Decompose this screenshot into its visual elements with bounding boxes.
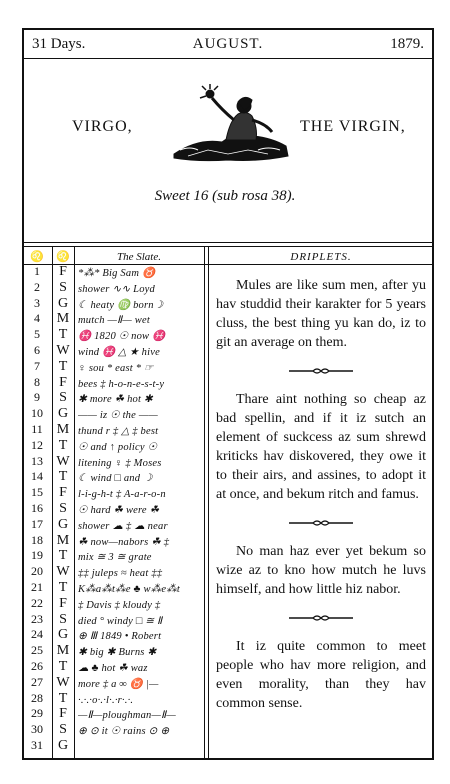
slate-line: wind ♓ △ ★ hive	[78, 346, 160, 358]
weekday-letter: W	[56, 342, 70, 358]
weekday-letter: G	[57, 406, 69, 422]
weekday-letter: T	[58, 469, 68, 485]
slate-line: more ‡ a ∞ ♉ |—	[78, 678, 159, 690]
section-rule-top-2	[22, 246, 434, 247]
weekday-letter: G	[57, 737, 69, 753]
day-column	[22, 264, 52, 754]
day-number: 26	[31, 658, 43, 673]
day-number: 16	[31, 500, 43, 515]
day-number: 21	[31, 579, 43, 594]
slate-line: mutch —Ⅱ— wet	[78, 315, 150, 327]
day-number: 25	[31, 643, 43, 658]
day-number: 27	[31, 674, 43, 689]
day-number: 5	[34, 327, 40, 342]
day-number: 11	[31, 421, 43, 436]
weekday-letter: T	[58, 437, 68, 453]
driplets-text	[216, 276, 426, 713]
col-head-slate: The Slate.	[117, 251, 161, 263]
weekday-letter: F	[59, 264, 67, 279]
weekday-letter: F	[59, 485, 67, 501]
weekday-letter: M	[56, 643, 70, 659]
slate-line: bees ‡ h-o-n-e-s-t-y	[78, 378, 165, 390]
day-number: 9	[34, 390, 40, 405]
weekday-letter: M	[56, 421, 70, 437]
day-number: 22	[31, 595, 43, 610]
weekday-letter: T	[58, 358, 68, 374]
slate-line: shower ☁ ‡ ☁ near	[78, 520, 168, 532]
ornament-divider	[216, 352, 426, 390]
ornament-divider	[216, 504, 426, 542]
slate-line: died ° windy □ ≅ Ⅱ	[78, 615, 163, 627]
weekday-letter: T	[58, 658, 68, 674]
weekday-letter: G	[57, 516, 69, 532]
slate-line: ☘ now—nabors ☘ ‡	[78, 536, 170, 548]
day-number: 13	[31, 453, 43, 468]
sign-name: VIRGO,	[72, 118, 133, 135]
slate-line: shower ∿∿ Loyd	[78, 283, 155, 295]
weekday-letter: T	[58, 327, 68, 343]
section-rule-top	[22, 242, 434, 243]
slate-line: ♓ 1820 ☉ now ♓	[78, 331, 166, 343]
slate-column	[78, 266, 200, 756]
slate-line: ⊕ Ⅲ 1849 • Robert	[78, 631, 162, 643]
weekday-letter: W	[56, 453, 70, 469]
col-head-day: ♌	[30, 251, 44, 263]
weekday-letter: G	[57, 627, 69, 643]
slate-line: ·.·.·o·.·l·.·r·.·.	[78, 694, 134, 706]
day-number: 1	[34, 264, 40, 278]
slate-line: *⁂* Big Sam ♉	[78, 268, 156, 279]
slate-line: ⊕ ⊙ it ☉ rains ⊙ ⊕	[78, 726, 170, 738]
weekday-letter: T	[58, 548, 68, 564]
day-number: 14	[31, 469, 43, 484]
slate-line: ✱ big ✱ Burns ✱	[78, 647, 157, 659]
page-header	[30, 36, 426, 54]
col-head-driplets: DRIPLETS.	[290, 251, 352, 263]
day-number: 19	[31, 548, 43, 563]
slate-line: ☾ heaty ♍ born☽	[78, 299, 164, 311]
day-number: 8	[34, 374, 40, 389]
divider-slate-a	[204, 246, 205, 760]
slate-line: —— iz ☉ the ——	[78, 410, 158, 422]
slate-line: litening ♀ ‡ Moses	[78, 457, 162, 469]
weekday-letter: M	[56, 311, 70, 327]
weekday-letter: W	[56, 564, 70, 580]
slate-line: —Ⅱ—ploughman—Ⅱ—	[78, 710, 176, 722]
slate-line: ‡‡ juleps ≈ heat ‡‡	[78, 568, 163, 580]
slate-line: ☉ hard ☘ were ☘	[78, 504, 160, 516]
day-number: 28	[31, 690, 43, 705]
day-number: 15	[31, 485, 43, 500]
weekday-letter: M	[56, 532, 70, 548]
slate-line: mix ≅ 3 ≅ grate	[78, 552, 152, 564]
day-number: 29	[31, 706, 43, 721]
weekday-letter: T	[58, 690, 68, 706]
driplet-paragraph: No man haz ever yet bekum so wize az to kno how mutch he luvs himself, and how little hiz nabor.	[216, 544, 426, 597]
day-number: 12	[31, 437, 43, 452]
slate-line: ♀ sou * east * ☞	[78, 362, 154, 374]
day-number: 23	[31, 611, 43, 626]
day-number: 17	[31, 516, 43, 531]
slate-line: ☁ ♣ hot ☘ waz	[78, 662, 148, 674]
day-number: 7	[34, 358, 40, 373]
slate-line: thund r ‡ △ ‡ best	[78, 425, 159, 437]
weekday-letter: S	[59, 500, 67, 516]
weekday-letter: W	[56, 674, 70, 690]
day-number: 10	[31, 406, 43, 421]
divider-week	[74, 246, 75, 760]
day-number: 18	[31, 532, 43, 547]
weekday-letter: F	[59, 706, 67, 722]
weekday-letter: F	[59, 374, 67, 390]
weekday-letter: S	[59, 279, 67, 295]
day-number: 2	[34, 279, 40, 294]
slate-line: K⁂a⁂t⁂e ♣ w⁂e⁂t	[78, 583, 181, 595]
divider-slate-b	[208, 246, 209, 760]
day-number: 31	[31, 737, 43, 752]
col-head-rule	[22, 264, 434, 265]
day-number: 20	[31, 564, 43, 579]
sign-title: THE VIRGIN,	[300, 118, 406, 135]
slate-line: ☾ wind □ and ☽	[78, 473, 153, 485]
weekday-letter: S	[59, 611, 67, 627]
weekday-letter: G	[57, 295, 69, 311]
weekday-letter: F	[59, 595, 67, 611]
weekday-letter: T	[58, 579, 68, 595]
virgin-illustration	[168, 80, 292, 164]
col-head-week: ♌	[56, 251, 70, 263]
days-count: 31 Days.	[32, 36, 86, 52]
day-number: 3	[34, 295, 40, 310]
year: 1879.	[390, 36, 424, 52]
day-number: 4	[34, 311, 40, 326]
day-number: 30	[31, 722, 43, 737]
driplet-paragraph: Mules are like sum men, after yu hav studdid their karakter for 5 years cluss, the best thing yu kan do, iz to git an average on them.	[216, 278, 426, 350]
weekday-column	[52, 264, 74, 754]
slate-line: ‡ Davis ‡ kloudy ‡	[78, 599, 161, 611]
day-number: 24	[31, 627, 43, 642]
motto: Sweet 16 (sub rosa 38).	[154, 188, 296, 204]
driplet-paragraph: Thare aint nothing so cheap az bad spellin, and if it iz sutch an element of suckcess az sum shrewd kriticks hav diskovered, they owe it to their airs, and assines, to adopt it at once, and bekum ritch and famus.	[216, 392, 426, 502]
day-number: 6	[34, 342, 40, 357]
weekday-letter: S	[59, 390, 67, 406]
slate-line: ☉ and ↑ policy ☉	[78, 441, 158, 453]
slate-line: ✱ more ☘ hot ✱	[78, 394, 153, 406]
slate-line: l-i-g-h-t ‡ A-a-r-o-n	[78, 489, 166, 501]
driplet-paragraph: It iz quite common to meet people who hav more religion, and even morality, than they hav common sense.	[216, 639, 426, 711]
ornament-divider	[216, 599, 426, 637]
weekday-letter: S	[59, 722, 67, 738]
slate-line	[78, 740, 200, 756]
header-rule	[22, 58, 434, 59]
month-title: AUGUST.	[192, 36, 264, 52]
